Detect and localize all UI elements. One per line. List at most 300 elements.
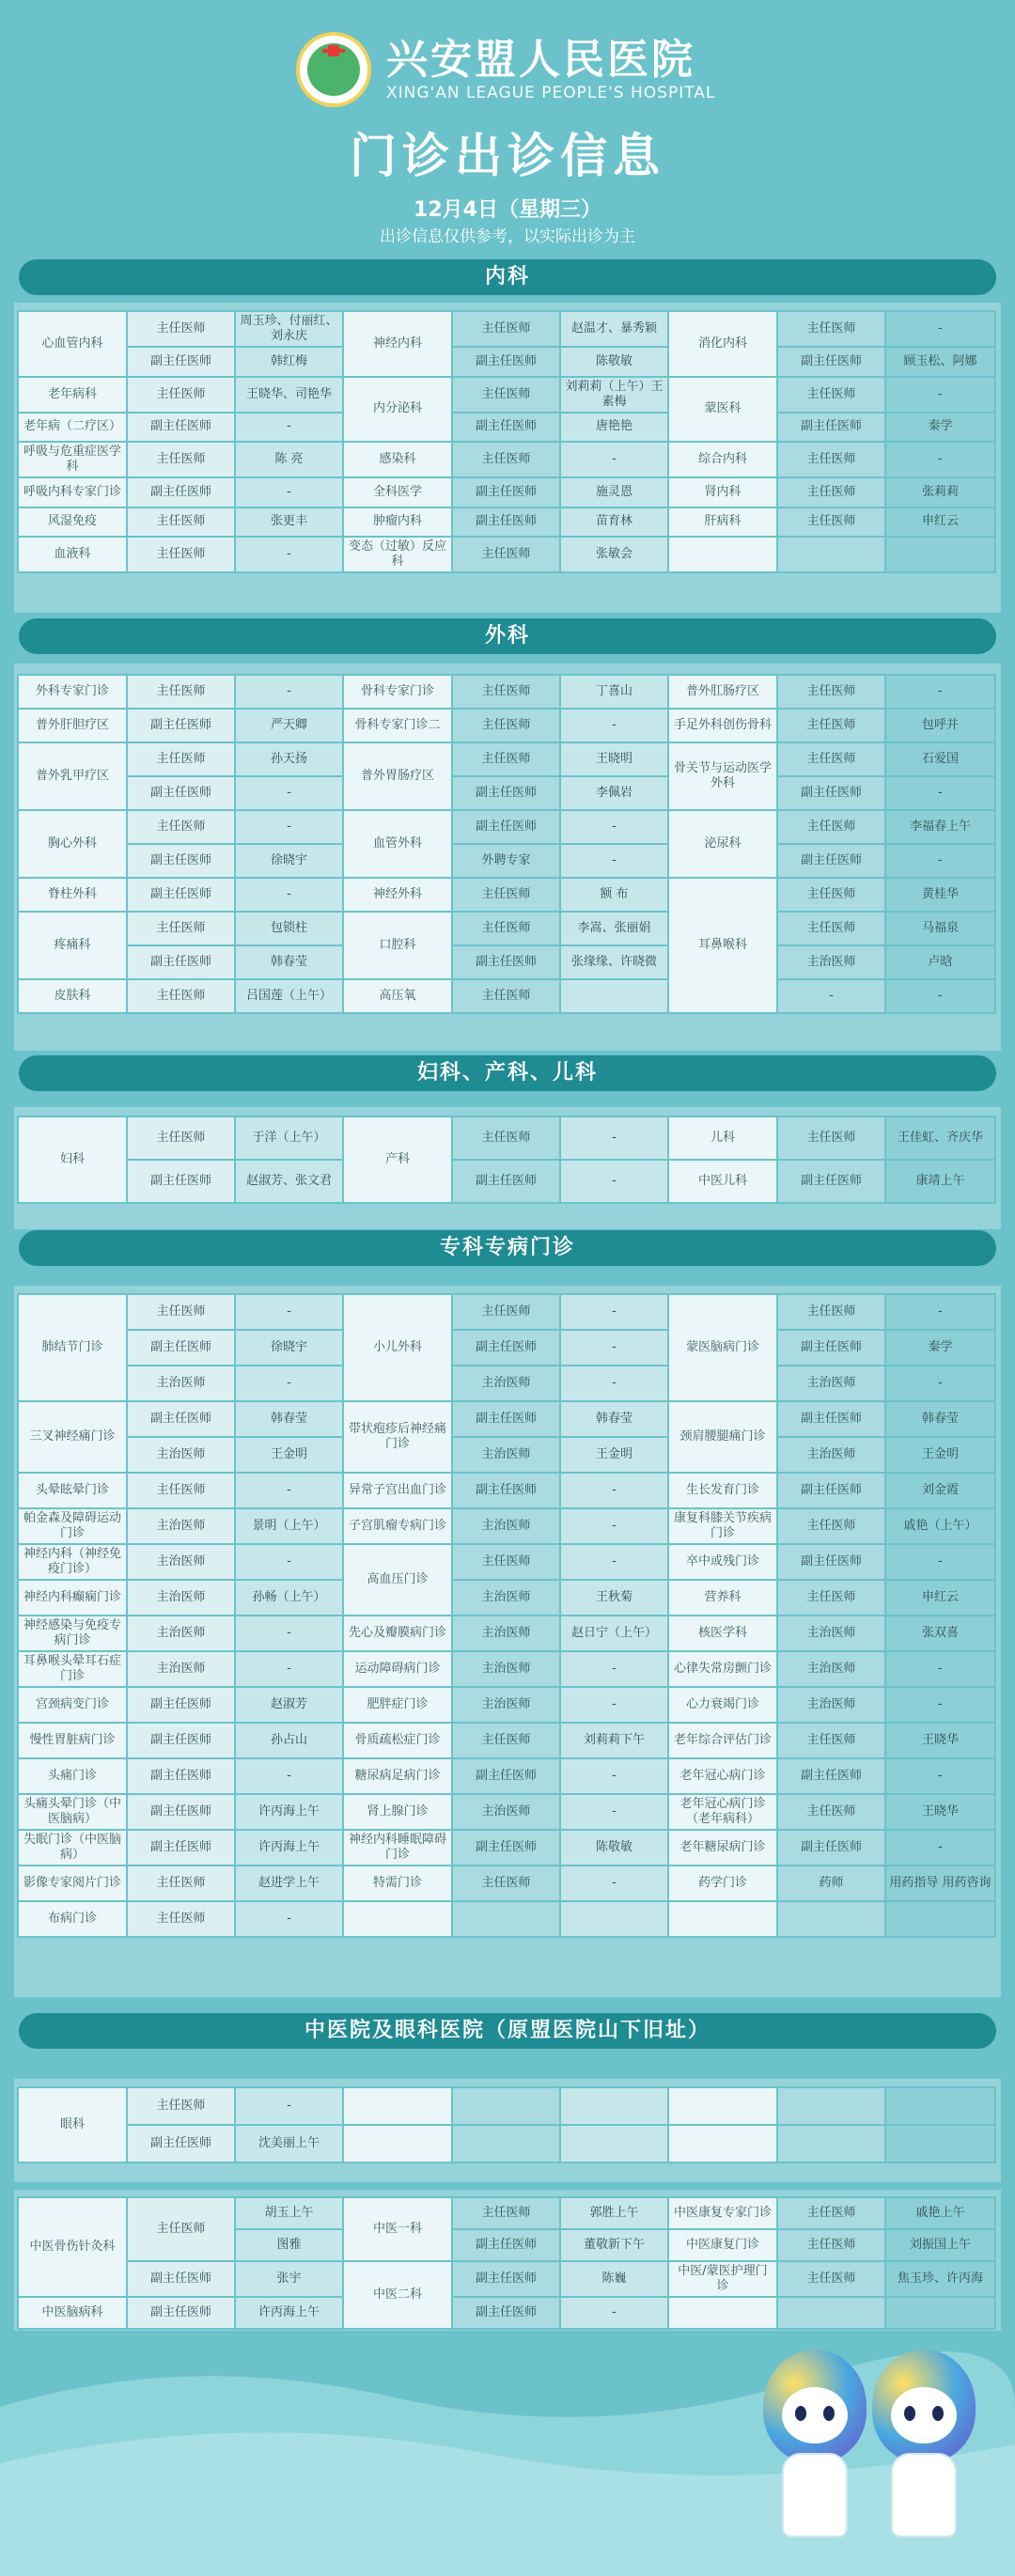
doctor-cell: - [560,709,668,742]
title-cell: - [777,979,885,1013]
doctor-cell: 刘莉莉（上午）王素梅 [560,377,668,413]
title-cell: 药师 [777,1866,885,1901]
department-cell: 颈肩腰腿痛门诊 [668,1401,777,1473]
doctor-cell: - [235,878,343,912]
doctor-cell: 徐晓宇 [235,844,343,878]
doctor-cell: - [235,477,343,507]
doctor-cell: 赵日宁（上午） [560,1616,668,1651]
doctor-cell: 图雅 [235,2229,343,2261]
title-cell: 副主任医师 [127,776,235,810]
doctor-cell: - [235,537,343,572]
title-cell: 主治医师 [452,1651,560,1687]
department-cell: 肝病科 [668,507,777,538]
department-cell: 心血管内科 [18,311,127,377]
title-cell: 主任医师 [777,477,885,507]
hospital-logo-icon [296,32,371,107]
doctor-cell: - [560,844,668,878]
title-cell: 副主任医师 [777,776,885,810]
title-cell: 主任医师 [452,979,560,1013]
title-cell: 外聘专家 [452,844,560,878]
doctor-cell [885,1901,995,1937]
table-row [18,1508,995,1544]
doctor-cell: 严天卿 [235,709,343,742]
title-cell: 副主任医师 [127,1794,235,1830]
doctor-cell: 张宇 [235,2261,343,2297]
title-cell: 主任医师 [127,810,235,844]
title-cell: 副主任医师 [777,1544,885,1580]
department-cell [343,2125,452,2162]
doctor-cell [885,2297,995,2329]
title-cell: 主治医师 [127,1544,235,1580]
doctor-cell: 张缘缘、许晓微 [560,945,668,979]
department-cell: 高血压门诊 [343,1544,452,1616]
title-cell: 副主任医师 [452,2297,560,2329]
table-row [18,844,995,878]
department-cell: 骨科专家门诊二 [343,709,452,742]
department-cell: 布病门诊 [18,1901,127,1937]
doctor-cell: - [885,1687,995,1723]
table-row [18,377,995,413]
department-cell: 普外肛肠疗区 [668,675,777,709]
department-cell: 卒中或残门诊 [668,1544,777,1580]
title-cell: 主任医师 [127,742,235,776]
department-cell: 特需门诊 [343,1866,452,1901]
doctor-cell: 吕国莲（上午） [235,979,343,1013]
title-cell: 副主任医师 [452,945,560,979]
department-cell [668,537,777,572]
department-cell: 呼吸内科专家门诊 [18,477,127,507]
department-cell: 疼痛科 [18,912,127,979]
department-cell: 糖尿病足病门诊 [343,1758,452,1794]
title-cell: 副主任医师 [127,1758,235,1794]
doctor-cell: - [560,1758,668,1794]
table-row [18,709,995,742]
department-cell: 普外乳甲疗区 [18,742,127,810]
department-cell: 脊柱外科 [18,878,127,912]
title-cell: 主治医师 [452,1508,560,1544]
title-cell: 主任医师 [777,675,885,709]
department-cell: 中医/蒙医护理门诊 [668,2261,777,2297]
title-cell: 主任医师 [777,1794,885,1830]
title-cell: 主任医师 [777,507,885,538]
doctor-cell: 包锁柱 [235,912,343,945]
table-row [18,1160,995,1203]
table-row [18,1366,995,1401]
department-cell: 头痛头晕门诊（中医脑病） [18,1794,127,1830]
doctor-cell: 韩春莹 [885,1401,995,1437]
doctor-cell [560,1901,668,1937]
department-cell: 风湿免疫 [18,507,127,538]
doctor-cell [885,537,995,572]
doctor-cell: - [560,1866,668,1901]
title-cell: 副主任医师 [452,413,560,443]
doctor-cell [560,2125,668,2162]
doctor-cell: 戚艳（上午） [885,1508,995,1544]
title-cell: 副主任医师 [127,1830,235,1866]
title-cell: 主任医师 [777,709,885,742]
table-row [18,810,995,844]
doctor-cell: 王晓明 [560,742,668,776]
title-cell: 副主任医师 [777,1160,885,1203]
department-cell: 老年糖尿病门诊 [668,1830,777,1866]
doctor-cell: 沈美丽上午 [235,2125,343,2162]
department-cell: 生长发育门诊 [668,1473,777,1508]
table-row [18,878,995,912]
title-cell: 主任医师 [452,1723,560,1758]
department-cell [668,1901,777,1937]
title-cell: 副主任医师 [452,1401,560,1437]
department-cell: 肿瘤内科 [343,507,452,538]
title-cell: 主治医师 [777,1616,885,1651]
doctor-cell [560,2087,668,2125]
title-cell: 副主任医师 [452,776,560,810]
department-cell: 骨关节与运动医学外科 [668,742,777,810]
title-cell [452,2125,560,2162]
title-cell: 主任医师 [127,1294,235,1330]
title-cell: 副主任医师 [452,2261,560,2297]
title-cell [777,1901,885,1937]
doctor-cell: - [235,1473,343,1508]
title-cell: 副主任医师 [777,1473,885,1508]
title-cell: 主任医师 [452,675,560,709]
title-cell: 副主任医师 [127,413,235,443]
doctor-cell: - [560,1651,668,1687]
department-cell: 皮肤科 [18,979,127,1013]
doctor-cell: - [885,1758,995,1794]
table-row [18,776,995,810]
doctor-cell: 刘莉莉下午 [560,1723,668,1758]
page-header [0,0,1015,282]
doctor-cell: 王佳虹、齐庆华 [885,1116,995,1160]
doctor-cell: 王金明 [885,1437,995,1473]
department-cell: 帕金森及障碍运动门诊 [18,1508,127,1544]
table-row [18,2197,995,2229]
doctor-cell: 额 布 [560,878,668,912]
table-row [18,1901,995,1937]
table-row [18,1866,995,1901]
title-cell: 主治医师 [127,1437,235,1473]
title-cell: 主任医师 [127,507,235,538]
title-cell: 副主任医师 [777,413,885,443]
doctor-cell: - [885,311,995,347]
doctor-cell: 陈敬敏 [560,1830,668,1866]
doctor-cell: 赵淑芳、张文君 [235,1160,343,1203]
doctor-cell: - [235,1616,343,1651]
doctor-cell: 康靖上午 [885,1160,995,1203]
title-cell: 主治医师 [452,1580,560,1616]
department-cell: 变态（过敏）反应科 [343,537,452,572]
table-row [18,675,995,709]
department-cell: 呼吸与危重症医学科 [18,442,127,477]
title-cell: 主任医师 [452,1866,560,1901]
title-cell: 主治医师 [452,1616,560,1651]
disclaimer-note: 出诊信息仅供参考，以实际出诊为主 [380,227,635,246]
department-cell: 骨科专家门诊 [343,675,452,709]
department-cell: 子宫肌瘤专病门诊 [343,1508,452,1544]
doctor-cell: - [235,1544,343,1580]
department-cell: 口腔科 [343,912,452,979]
doctor-cell: 董敬新下午 [560,2229,668,2261]
title-cell: 主治医师 [777,945,885,979]
department-cell: 康复科膝关节疾病门诊 [668,1508,777,1544]
title-cell: 副主任医师 [452,1830,560,1866]
department-cell: 血液科 [18,537,127,572]
title-cell: 副主任医师 [127,878,235,912]
zhuanke-schedule-table [17,1293,996,1938]
title-cell: 副主任医师 [127,477,235,507]
department-cell [668,2125,777,2162]
department-cell: 血管外科 [343,810,452,878]
table-row [18,742,995,776]
title-cell: 副主任医师 [127,709,235,742]
doctor-cell: 韩春莹 [560,1401,668,1437]
title-cell: 副主任医师 [777,347,885,377]
title-cell: 副主任医师 [452,1758,560,1794]
department-cell: 神经内科 [343,311,452,377]
doctor-cell: 苗育林 [560,507,668,538]
title-cell: 主治医师 [452,1366,560,1401]
title-cell: 主任医师 [777,2261,885,2297]
title-cell: 副主任医师 [777,1758,885,1794]
doctor-cell: - [560,1544,668,1580]
department-cell: 心律失常房颤门诊 [668,1651,777,1687]
department-cell: 神经外科 [343,878,452,912]
doctor-cell: - [885,1651,995,1687]
title-cell: 主任医师 [127,1901,235,1937]
title-cell [452,2087,560,2125]
title-cell: 主治医师 [127,1580,235,1616]
title-cell: 主任医师 [777,442,885,477]
table-row [18,945,995,979]
doctor-cell: - [235,1294,343,1330]
department-cell: 耳鼻喉头晕耳石症门诊 [18,1651,127,1687]
hospital-name-english: XING'AN LEAGUE PEOPLE'S HOSPITAL [386,84,716,102]
department-cell: 核医学科 [668,1616,777,1651]
department-cell: 带状疱疹后神经痛门诊 [343,1401,452,1473]
department-cell: 耳鼻喉科 [668,878,777,1013]
title-cell: 主治医师 [452,1437,560,1473]
section-title-zhongyi: 中医院及眼科医院（原盟医院山下旧址） [19,2013,996,2049]
department-cell: 内分泌科 [343,377,452,443]
title-cell: 主任医师 [452,1544,560,1580]
department-cell: 蒙医科 [668,377,777,443]
doctor-cell: - [560,1687,668,1723]
department-cell: 综合内科 [668,442,777,477]
department-cell: 中医康复专家门诊 [668,2197,777,2229]
department-cell: 高压氧 [343,979,452,1013]
title-cell: 主任医师 [127,1116,235,1160]
doctor-cell: 申红云 [885,507,995,538]
department-cell: 全科医学 [343,477,452,507]
doctor-cell: - [235,1758,343,1794]
department-cell: 心力衰竭门诊 [668,1687,777,1723]
title-cell: 副主任医师 [127,347,235,377]
doctor-cell: 周玉珍、付丽红、刘永庆 [235,311,343,347]
zhongyi-schedule-table [17,2196,996,2330]
title-cell: 主治医师 [127,1508,235,1544]
title-cell: 主任医师 [777,1116,885,1160]
department-cell: 中医脑病科 [18,2297,127,2329]
title-cell: 主任医师 [127,2087,235,2125]
date-label: 12月4日（星期三） [414,198,601,222]
title-cell: 主治医师 [777,1366,885,1401]
doctor-cell: 戚艳上午 [885,2197,995,2229]
table-row [18,1830,995,1866]
doctor-cell: 韩春莹 [235,945,343,979]
department-cell: 泌尿科 [668,810,777,878]
hospital-brand [296,32,715,107]
doctor-cell: 顾玉松、阿娜 [885,347,995,377]
title-cell: 主治医师 [127,1366,235,1401]
department-cell: 胸心外科 [18,810,127,878]
doctor-cell: - [885,377,995,413]
table-row [18,912,995,945]
title-cell: 主治医师 [452,1794,560,1830]
hospital-name: 兴安盟人民医院 [386,36,695,84]
doctor-cell: - [560,810,668,844]
department-cell [343,1901,452,1937]
title-cell [777,537,885,572]
title-cell: 主任医师 [127,675,235,709]
doctor-cell: 景明（上午） [235,1508,343,1544]
doctor-cell: 陈 亮 [235,442,343,477]
title-cell: 副主任医师 [452,1473,560,1508]
doctor-cell: 王晓华 [885,1794,995,1830]
title-cell: 主任医师 [777,377,885,413]
department-cell: 三叉神经痛门诊 [18,1401,127,1473]
doctor-cell: - [885,1366,995,1401]
title-cell: 副主任医师 [127,2261,235,2297]
doctor-cell: 丁喜山 [560,675,668,709]
department-cell: 小儿外科 [343,1294,452,1401]
section-title-fuchan: 妇科、产科、儿科 [19,1055,996,1091]
doctor-cell: - [560,1794,668,1830]
table-row [18,979,995,1013]
doctor-cell: - [885,776,995,810]
doctor-cell [885,2087,995,2125]
department-cell: 感染科 [343,442,452,477]
doctor-cell: - [885,675,995,709]
title-cell: 主任医师 [452,537,560,572]
title-cell: 主治医师 [452,1687,560,1723]
doctor-cell: 用药指导 用药咨询 [885,1866,995,1901]
doctor-cell: 李佩岩 [560,776,668,810]
doctor-cell: - [560,1330,668,1366]
title-cell: 副主任医师 [127,1330,235,1366]
doctor-cell: 许丙海上午 [235,1830,343,1866]
doctor-cell: 赵淑芳 [235,1687,343,1723]
doctor-cell: 张莉莉 [885,477,995,507]
doctor-cell: - [885,1294,995,1330]
table-row [18,1616,995,1651]
title-cell: 主任医师 [127,2197,235,2261]
title-cell: 副主任医师 [452,1160,560,1203]
doctor-cell: 张更丰 [235,507,343,538]
table-row [18,1687,995,1723]
title-cell: 副主任医师 [777,1401,885,1437]
title-cell: 副主任医师 [777,844,885,878]
department-cell: 肾上腺门诊 [343,1794,452,1830]
doctor-cell: 韩春莹 [235,1401,343,1437]
table-row [18,442,995,477]
page-title: 门诊出诊信息 [350,129,665,183]
doctor-cell: 秦学 [885,1330,995,1366]
department-cell: 中医二科 [343,2261,452,2329]
department-cell: 神经感染与免疫专病门诊 [18,1616,127,1651]
doctor-cell: - [560,1366,668,1401]
doctor-cell: 许丙海上午 [235,1794,343,1830]
section-title-neike: 内科 [19,259,996,295]
doctor-cell: - [885,844,995,878]
table-row [18,537,995,572]
department-cell: 外科专家门诊 [18,675,127,709]
title-cell: 副主任医师 [127,945,235,979]
department-cell: 老年冠心病门诊 [668,1758,777,1794]
title-cell: 副主任医师 [127,1723,235,1758]
doctor-cell: - [235,1651,343,1687]
table-row [18,1437,995,1473]
title-cell: 主治医师 [777,1651,885,1687]
title-cell: 主治医师 [127,1651,235,1687]
doctor-cell: - [560,1294,668,1330]
title-cell: 主任医师 [777,742,885,776]
doctor-cell: - [560,442,668,477]
title-cell: 主任医师 [452,878,560,912]
department-cell: 蒙医脑病门诊 [668,1294,777,1401]
table-row [18,311,995,347]
doctor-cell: - [235,1901,343,1937]
title-cell: 副主任医师 [452,2229,560,2261]
department-cell: 肥胖症门诊 [343,1687,452,1723]
department-cell: 手足外科创伤骨科 [668,709,777,742]
title-cell: 主任医师 [777,311,885,347]
doctor-cell: 孙畅（上午） [235,1580,343,1616]
department-cell: 神经内科癫痫门诊 [18,1580,127,1616]
table-row [18,2261,995,2297]
department-cell: 先心及瓣膜病门诊 [343,1616,452,1651]
doctor-cell: - [235,1366,343,1401]
department-cell: 骨质疏松症门诊 [343,1723,452,1758]
title-cell: 副主任医师 [127,844,235,878]
doctor-cell: 孙占山 [235,1723,343,1758]
table-row [18,1544,995,1580]
doctor-cell: 赵进学上午 [235,1866,343,1901]
department-cell: 营养科 [668,1580,777,1616]
department-cell: 神经内科睡眠障碍门诊 [343,1830,452,1866]
title-cell: 副主任医师 [127,2297,235,2329]
doctor-cell: 黄桂华 [885,878,995,912]
title-cell: 主任医师 [127,979,235,1013]
neike-schedule-table [17,310,996,573]
table-row [18,477,995,507]
doctor-cell: - [560,1508,668,1544]
department-cell: 影像专家阅片门诊 [18,1866,127,1901]
title-cell: 副主任医师 [452,1330,560,1366]
doctor-cell: 陈巍 [560,2261,668,2297]
doctor-cell: 卢晗 [885,945,995,979]
department-cell: 药学门诊 [668,1866,777,1901]
table-row [18,1116,995,1160]
yanke-schedule-table [17,2086,996,2163]
doctor-cell: 胡玉上午 [235,2197,343,2229]
department-cell: 头晕眩晕门诊 [18,1473,127,1508]
title-cell [777,2297,885,2329]
doctor-cell: 郭胜上午 [560,2197,668,2229]
table-row [18,347,995,377]
title-cell: 主任医师 [777,878,885,912]
doctor-cell: 陈敬敏 [560,347,668,377]
title-cell: 副主任医师 [777,1830,885,1866]
